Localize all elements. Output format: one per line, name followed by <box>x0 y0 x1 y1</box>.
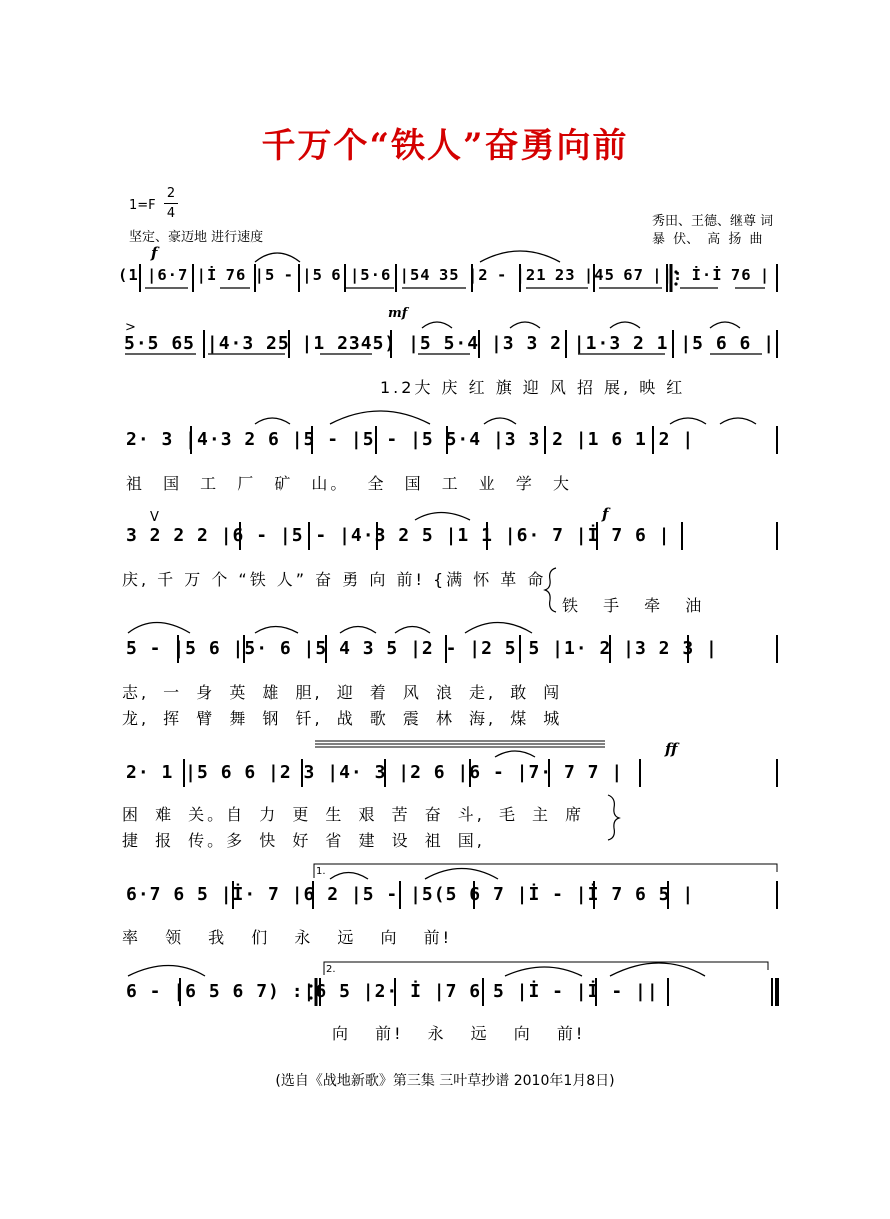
score-line-8: 6 - |6 5 6 7) :|6 5 |2· İ |7 6 5 |İ - |İ - || <box>126 981 659 1002</box>
score-line-3: 2· 3 |4·3 2 6 |5 - |5 - |5 5·4 |3 3 2 |1 6 1 2 | <box>126 429 695 450</box>
lyric-line-5b: 龙, 挥 臂 舞 钢 钎, 战 歌 震 林 海, 煤 城 <box>122 709 563 728</box>
time-signature-top: 2 <box>166 186 176 201</box>
volta-1-label: 1. <box>316 866 326 877</box>
dynamic-fortissimo: ff <box>665 740 678 758</box>
dynamic-forte-1: f <box>151 244 158 262</box>
score-line-6: 2· 1 |5 6 6 |2 3 |4· 3 |2 6 |6 - |7· 7 7 | <box>126 762 624 783</box>
score-line-2: 5·5 65 |4·3 25 |1 2345) |5 5·4 |3 3 2 |1·3 2 1 |5 6 6 | <box>124 333 776 354</box>
dynamic-forte-2: f <box>602 505 609 523</box>
lyric-line-2: 1.2大 庆 红 旗 迎 风 招 展, 映 红 <box>380 378 686 397</box>
score-line-5: 5 - |5 6 |5· 6 |5 4 3 5 |2 - |2 5 5 |1· 2 |3 2 3 | <box>126 638 718 659</box>
score-line-4: 3 2 2 2 |6 - |5 - |4·3 2 5 |1 1 |6· 7 |İ 7 6 | <box>126 525 671 546</box>
volta-2-label: 2. <box>326 964 336 975</box>
lyric-line-6b: 捷 报 传。多 快 好 省 建 设 祖 国, <box>122 831 485 850</box>
tempo-marking: 坚定、豪迈地 进行速度 <box>129 230 264 245</box>
lyric-line-8: 向 前! 永 远 向 前! <box>332 1024 586 1043</box>
lyricist-credit: 秀田、王德、继尊 词 <box>652 214 774 229</box>
lyric-line-7: 率 领 我 们 永 远 向 前! <box>122 928 453 947</box>
score-line-1: (1 |6·7 |İ 76 |5 - |5 6 |5·6 |54 35 |2 - |21 23 |45 67 ||: İ·İ 76 | <box>118 266 771 284</box>
dynamic-mezzo-forte: mf <box>388 306 408 321</box>
key-signature: 1=F <box>129 198 156 213</box>
source-note: (选自《战地新歌》第三集 三叶草抄谱 2010年1月8日) <box>275 1073 615 1089</box>
composer-credit: 暴 伏、 高 扬 曲 <box>652 232 763 247</box>
accent-mark: > <box>125 320 136 335</box>
lyric-line-5a: 志, 一 身 英 雄 胆, 迎 着 风 浪 走, 敢 闯 <box>122 683 563 702</box>
title-quoted: “铁人” <box>369 126 485 166</box>
time-signature-bottom: 4 <box>166 206 176 221</box>
breath-mark: V <box>150 510 159 525</box>
title-suffix: 奋勇向前 <box>484 126 629 166</box>
lyric-line-3: 祖 国 工 厂 矿 山。 全 国 工 业 学 大 <box>126 474 572 493</box>
lyric-line-4b: 铁 手 牵 油 <box>562 596 705 615</box>
score-line-7: 6·7 6 5 |İ· 7 |6 2 |5 - |5(5 6 7 |İ - |İ 7 6 5 | <box>126 884 695 905</box>
lyric-line-4a: 庆, 千 万 个 “铁 人” 奋 勇 向 前! {满 怀 革 命 <box>122 570 547 589</box>
lyric-line-6a: 困 难 关。自 力 更 生 艰 苦 奋 斗, 毛 主 席 <box>122 805 585 824</box>
title-prefix: 千万个 <box>261 126 370 166</box>
